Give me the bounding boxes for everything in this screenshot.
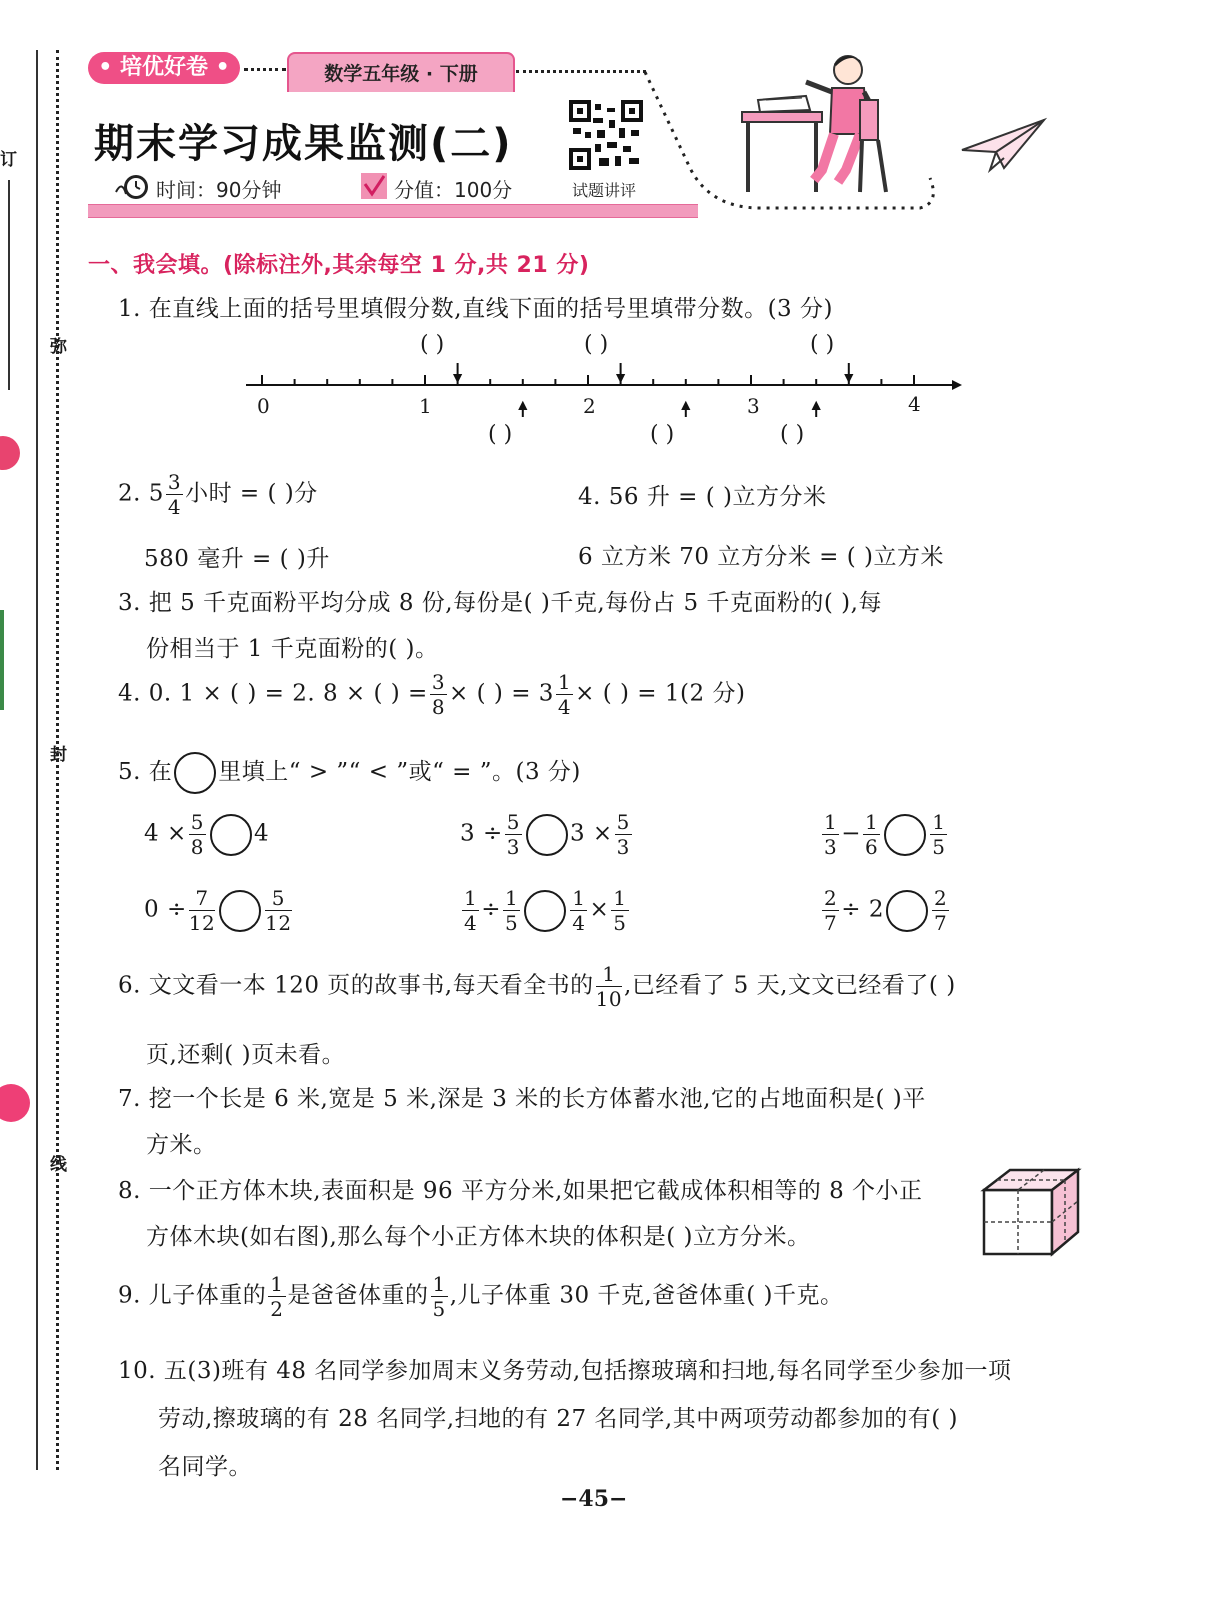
compare-item-1: 4 × $\frac{5}{8}$ 4 (144, 810, 270, 859)
header-dotted-connector (244, 68, 286, 71)
answer-blank-upper[interactable]: ( ) (810, 332, 835, 357)
punch-hole-marker (0, 1084, 30, 1122)
tick-label-3: 3 (747, 394, 760, 418)
binding-char-mi: 弥 (50, 337, 67, 357)
compare-item-3: $\frac{1}{3}$ − $\frac{1}{6}$ $\frac{1}{5}$ (824, 810, 946, 859)
question-6-line-2: 页,还剩( )页未看。 (146, 1042, 346, 1068)
fraction: $\frac{1}{4}$ (557, 670, 572, 719)
compare-circle[interactable] (524, 890, 566, 932)
grade-tab: 数学五年级 · 下册 (287, 52, 515, 92)
question-10-line-1: 10. 五(3)班有 48 名同学参加周末义务劳动,包括擦玻璃和扫地,每名同学至少参加一项 (118, 1358, 1012, 1384)
qr-caption: 试题讲评 (572, 181, 637, 200)
answer-blank-lower[interactable]: ( ) (780, 422, 805, 447)
binding-char-xian: 线 (50, 1155, 67, 1175)
up-arrow-marker (683, 403, 689, 417)
question-2-part-a (118, 472, 318, 517)
compare-circle[interactable] (884, 814, 926, 856)
check-icon (360, 172, 388, 200)
margin-rule-outer (8, 180, 10, 390)
question-8-line-2: 方体木块(如右图),那么每个小正方体木块的体积是( )立方分米。 (146, 1224, 811, 1250)
header-badge: • 培优好卷 • (88, 52, 240, 84)
edge-strip (0, 610, 4, 710)
up-arrow-marker (813, 403, 819, 417)
compare-item-6: $\frac{2}{7}$ ÷ 2 $\frac{2}{7}$ (824, 886, 948, 935)
question-7-line-1: 7. 挖一个长是 6 米,宽是 5 米,深是 3 米的长方体蓄水池,它的占地面积是( )平 (118, 1086, 926, 1112)
punch-hole-marker (0, 436, 20, 470)
section-heading: 一、我会填。(除标注外,其余每空 1 分,共 21 分) (88, 253, 590, 278)
question-4: 4. 0. 1 × ( ) = 2. 8 × ( ) = $\frac{3}{8}$ × ( ) = 3 $\frac{1}{4}$ × ( ) = 1(2 分) (118, 670, 746, 719)
compare-circle[interactable] (219, 890, 261, 932)
question-10-line-2: 劳动,擦玻璃的有 28 名同学,扫地的有 27 名同学,其中两项劳动都参加的有( ) (158, 1406, 958, 1432)
qr-code-icon[interactable] (569, 100, 643, 170)
question-2-part-c: 580 毫升 = ( )升 (144, 546, 330, 572)
tick-label-4: 4 (908, 392, 921, 416)
clock-icon (114, 172, 154, 202)
answer-blank-upper[interactable]: ( ) (420, 332, 445, 357)
compare-item-5: $\frac{1}{4}$ ÷ $\frac{1}{5}$ $\frac{1}{4}$ × $\frac{1}{5}$ (464, 886, 627, 935)
number-line (240, 355, 970, 425)
compare-item-2: 3 ÷ $\frac{5}{3}$ 3 × $\frac{5}{3}$ (460, 810, 630, 859)
tick-label-2: 2 (583, 394, 596, 418)
compare-circle[interactable] (210, 814, 252, 856)
header-pink-bar (88, 204, 698, 218)
compare-item-4: 0 ÷ $\frac{7}{12}$ $\frac{5}{12}$ (144, 886, 292, 935)
answer-blank-lower[interactable]: ( ) (488, 422, 513, 447)
compare-circle[interactable] (526, 814, 568, 856)
fraction: $\frac{3}{8}$ (431, 670, 446, 719)
tick-label-0: 0 (257, 394, 270, 418)
down-arrow-marker (618, 363, 624, 381)
down-arrow-marker (455, 363, 461, 381)
student-illustration (736, 52, 896, 202)
question-2-part-b: 4. 56 升 = ( )立方分米 (578, 484, 827, 510)
question-2-prefix: 2. 5 (118, 480, 164, 507)
answer-blank-lower[interactable]: ( ) (650, 422, 675, 447)
margin-rule (36, 50, 38, 1470)
question-8-line-1: 8. 一个正方体木块,表面积是 96 平方分米,如果把它截成体积相等的 8 个小正 (118, 1178, 923, 1204)
time-label: 时间：90分钟 (156, 178, 282, 202)
page-title: 期末学习成果监测(二) (94, 121, 513, 167)
question-2-part-d: 6 立方米 70 立方分米 = ( )立方米 (578, 544, 944, 570)
question-9: 9. 儿子体重的 $\frac{1}{2}$ 是爸爸体重的 $\frac{1}{5}$ ,儿子体重 30 千克,爸爸体重( )千克。 (118, 1272, 844, 1321)
down-arrow-marker (846, 363, 852, 381)
question-3-line-1: 3. 把 5 千克面粉平均分成 8 份,每份是( )千克,每份占 5 千克面粉的( ),每 (118, 590, 882, 616)
question-5-text: 5. 在 里填上“ > ”“ < ”或“ = ”。(3 分) (118, 752, 581, 794)
binding-char-feng: 封 (50, 745, 67, 765)
page-number: −45− (560, 1486, 628, 1512)
compare-circle[interactable] (886, 890, 928, 932)
question-10-line-3: 名同学。 (158, 1454, 252, 1480)
question-3-line-2: 份相当于 1 千克面粉的( )。 (146, 636, 439, 662)
binding-char-ding: 订 (0, 150, 17, 170)
answer-blank-upper[interactable]: ( ) (584, 332, 609, 357)
compare-circle-example (174, 752, 216, 794)
paper-plane-icon (960, 116, 1050, 176)
question-1-text: 1. 在直线上面的括号里填假分数,直线下面的括号里填带分数。(3 分) (118, 296, 833, 322)
score-label: 分值：100分 (394, 178, 513, 202)
fraction: $\frac{3}{4}$ (167, 470, 182, 519)
question-7-line-2: 方米。 (146, 1132, 217, 1158)
question-2-a-tail: 小时 = ( )分 (185, 480, 318, 507)
up-arrow-marker (520, 403, 526, 417)
header-dotted-connector (516, 70, 646, 73)
cube-diagram (980, 1166, 1084, 1260)
question-6-line-1: 6. 文文看一本 120 页的故事书,每天看全书的 $\frac{1}{10}$ ,已经看了 5 天,文文已经看了( ) (118, 962, 956, 1011)
tick-label-1: 1 (419, 394, 432, 418)
